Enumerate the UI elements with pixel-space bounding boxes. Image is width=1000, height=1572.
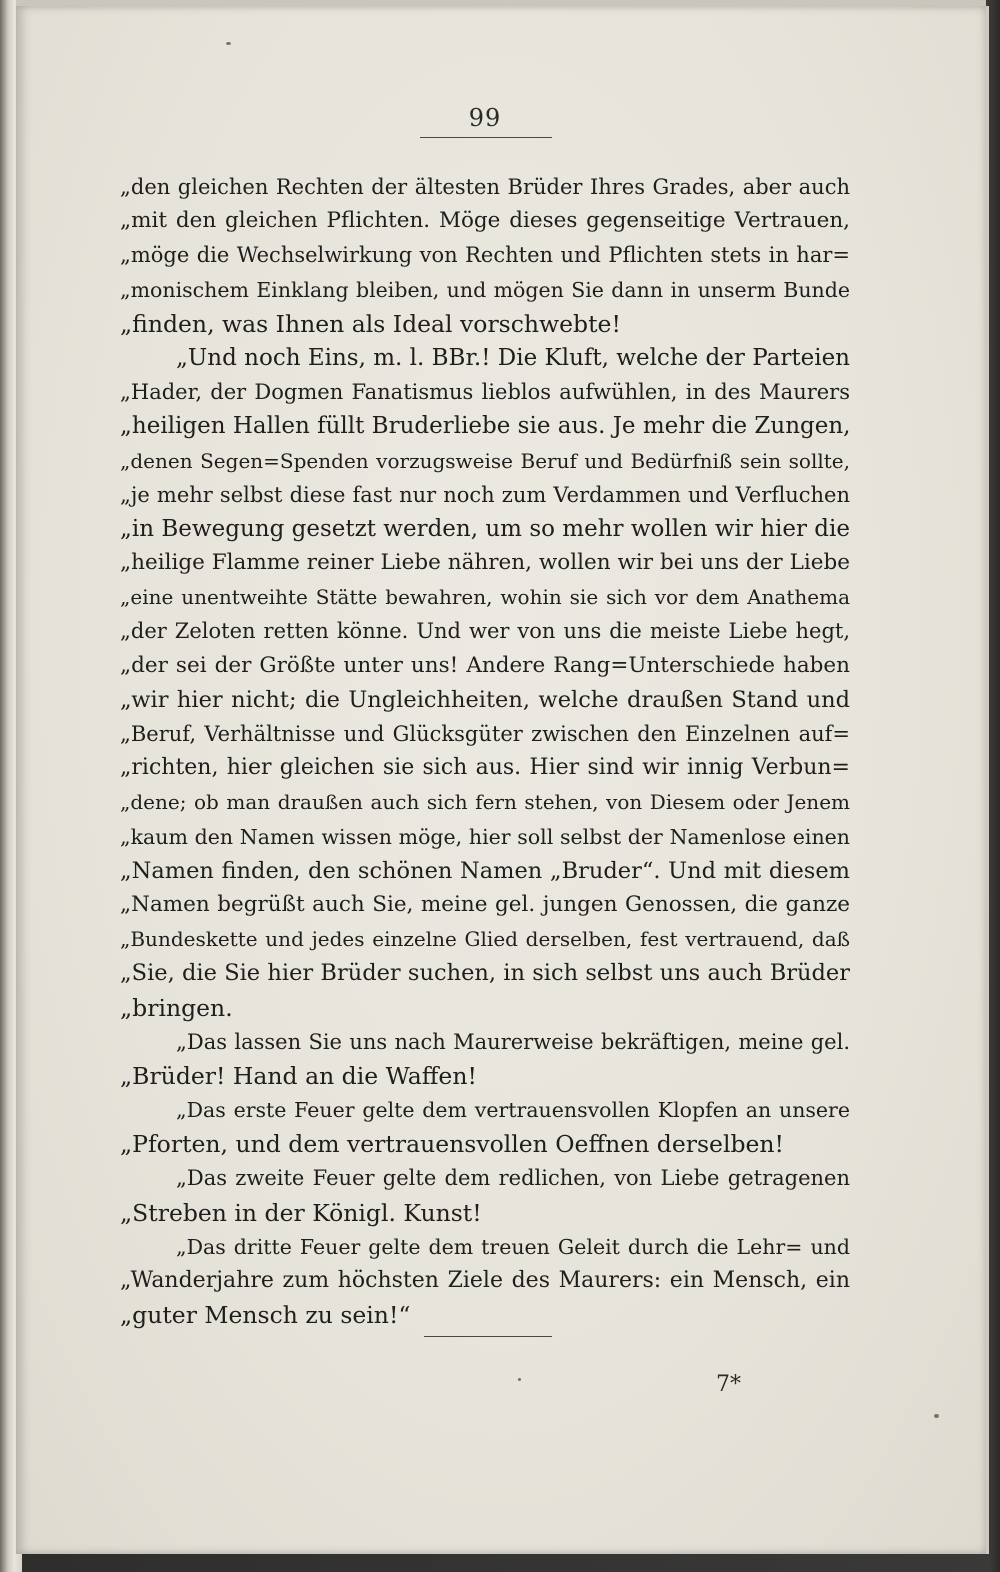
text-line: „in Bewegung gesetzt werden, um so mehr wollen wir hier die xyxy=(120,515,850,542)
footer-rule xyxy=(424,1336,552,1337)
text-line: „mit den gleichen Pflichten. Möge dieses gegenseitige Vertrauen, xyxy=(120,208,850,234)
text-line: „Das erste Feuer gelte dem vertrauensvollen Klopfen an unsere xyxy=(176,1098,850,1123)
text-line: „Brüder! Hand an die Waffen! xyxy=(120,1061,477,1090)
text-line: „möge die Wechselwirkung von Rechten und Pflichten stets in har= xyxy=(120,243,850,268)
text-line: „monischem Einklang bleiben, und mögen Sie dann in unserm Bunde xyxy=(120,277,850,302)
text-line: „richten, hier gleichen sie sich aus. Hier sind wir innig Verbun= xyxy=(120,755,850,781)
text-line: „Wanderjahre zum höchsten Ziele des Maurers: ein Mensch, ein xyxy=(120,1268,850,1293)
text-line: „Das lassen Sie uns nach Maurerweise bekräftigen, meine gel. xyxy=(176,1029,850,1054)
text-line: „bringen. xyxy=(120,993,233,1022)
page-number: 99 xyxy=(468,104,502,132)
text-line: „Pforten, und dem vertrauensvollen Oeffnen derselben! xyxy=(120,1130,785,1159)
header-rule xyxy=(420,137,552,138)
text-line: „der Zeloten retten könne. Und wer von uns die meiste Liebe hegt, xyxy=(120,619,850,644)
text-line: „Beruf, Verhältnisse und Glücksgüter zwischen den Einzelnen auf= xyxy=(120,722,850,746)
text-line: „heiligen Hallen füllt Bruderliebe sie aus. Je mehr die Zungen, xyxy=(120,413,850,440)
text-line: „finden, was Ihnen als Ideal vorschwebte! xyxy=(120,309,621,338)
paper-speck xyxy=(518,1378,521,1381)
text-line: „je mehr selbst diese fast nur noch zum Verdammen und Verfluchen xyxy=(120,482,850,507)
text-line: „der sei der Größte unter uns! Andere Rang=Unterschiede haben xyxy=(120,652,850,678)
text-line: „wir hier nicht; die Ungleichheiten, welche draußen Stand und xyxy=(120,686,850,713)
signature-mark: 7* xyxy=(716,1372,741,1397)
text-line: „eine unentweihte Stätte bewahren, wohin sie sich vor dem Anathema xyxy=(120,585,850,610)
text-line: „Namen begrüßt auch Sie, meine gel. jungen Genossen, die ganze xyxy=(120,891,850,917)
text-line: „guter Mensch zu sein!“ xyxy=(120,1301,411,1330)
text-line: „Und noch Eins, m. l. BBr.! Die Kluft, welche der Parteien xyxy=(176,344,850,371)
text-line: „kaum den Namen wissen möge, hier soll selbst der Namenlose einen xyxy=(120,824,850,849)
text-line: „dene; ob man draußen auch sich fern stehen, von Diesem oder Jenem xyxy=(120,790,850,815)
paper-speck xyxy=(226,42,231,45)
body-text xyxy=(120,170,850,1332)
text-line: „heilige Flamme reiner Liebe nähren, wollen wir bei uns der Liebe xyxy=(120,550,850,576)
text-line: „Namen finden, den schönen Namen „Bruder“. Und mit diesem xyxy=(120,857,850,884)
text-line: „Sie, die Sie hier Brüder suchen, in sich selbst uns auch Brüder xyxy=(120,960,850,987)
text-line: „Hader, der Dogmen Fanatismus lieblos aufwühlen, in des Maurers xyxy=(120,380,850,405)
text-line: „denen Segen=Spenden vorzugsweise Beruf und Bedürfniß sein sollte, xyxy=(120,448,850,473)
paper-speck xyxy=(934,1414,939,1418)
text-line: „Bundeskette und jedes einzelne Glied derselben, fest vertrauend, daß xyxy=(120,927,850,952)
text-line: „Das dritte Feuer gelte dem treuen Geleit durch die Lehr= und xyxy=(176,1234,850,1259)
text-line: „Streben in der Königl. Kunst! xyxy=(120,1198,482,1227)
text-line: „Das zweite Feuer gelte dem redlichen, von Liebe getragenen xyxy=(176,1166,850,1191)
text-line: „den gleichen Rechten der ältesten Brüder Ihres Grades, aber auch xyxy=(120,175,850,199)
